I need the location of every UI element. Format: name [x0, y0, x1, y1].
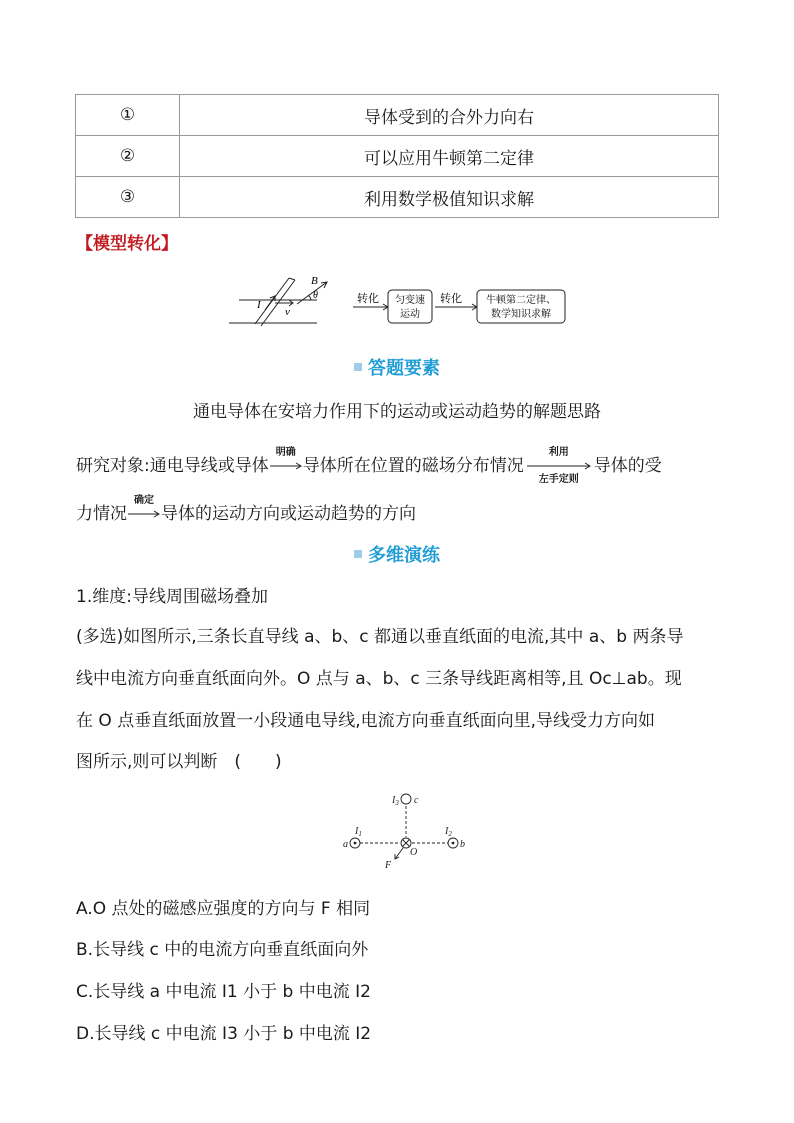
question-line: 线中电流方向垂直纸面向外。O 点与 a、b、c 三条导线距离相等,且 Oc⊥ab。现	[76, 669, 682, 689]
label-v: v	[285, 306, 290, 318]
arrow-clarify	[269, 447, 303, 478]
flow-text: 导体所在位置的磁场分布情况	[302, 456, 524, 476]
question-line: (多选)如图所示,三条长直导线 a、b、c 都通以垂直纸面的电流,其中 a、b 两条导	[76, 627, 684, 647]
arrow1-label: 转化	[357, 292, 379, 305]
section-heading-practice: 多维演练	[354, 541, 440, 567]
row-number: ②	[76, 136, 180, 177]
row-text: 可以应用牛顿第二定律	[180, 136, 719, 177]
option-d: D.长导线 c 中电流 I3 小于 b 中电流 I2	[76, 1024, 372, 1044]
table-row	[76, 136, 719, 177]
label-theta: θ	[313, 290, 318, 301]
label-b: b	[460, 839, 465, 850]
subtitle: 通电导体在安培力作用下的运动或运动趋势的解题思路	[193, 402, 601, 422]
flow-line-1	[76, 447, 662, 485]
square-icon	[354, 363, 362, 371]
arrow-left-hand-rule	[526, 447, 592, 485]
flow-text: 力情况	[76, 504, 127, 524]
label-i1: $I_1$	[355, 826, 362, 838]
label-b: B	[311, 275, 318, 287]
label-i2: $I_2$	[445, 826, 452, 838]
box2-line1: 牛顿第二定律、	[486, 295, 556, 306]
flow-text: 研究对象:通电导线或导体	[76, 456, 269, 476]
model-diagram	[225, 270, 575, 332]
row-number: ①	[76, 95, 180, 136]
square-icon	[354, 550, 362, 558]
box1-line1: 匀变速	[395, 295, 425, 306]
flow-text: 导体的受	[593, 456, 662, 476]
question-line: 图所示,则可以判断 ( )	[76, 752, 282, 772]
arrow-label: 明确	[275, 447, 296, 458]
arrow-label-bottom: 左手定则	[538, 474, 579, 485]
option-b: B.长导线 c 中的电流方向垂直纸面向外	[76, 940, 369, 960]
option-c: C.长导线 a 中电流 I1 小于 b 中电流 I2	[76, 982, 371, 1002]
wire-c	[401, 794, 411, 804]
row-text: 利用数学极值知识求解	[180, 177, 719, 218]
arrow-label-top: 利用	[548, 447, 569, 458]
box1-line2: 运动	[400, 309, 420, 320]
arrow-label: 确定	[134, 495, 154, 506]
flow-text: 导体的运动方向或运动趋势的方向	[161, 504, 416, 524]
question-title: 1.维度:导线周围磁场叠加	[76, 587, 268, 607]
label-a: a	[343, 839, 348, 850]
label-i3: $I_3$	[392, 795, 399, 807]
label-o: O	[410, 847, 418, 858]
wire-figure	[335, 785, 475, 875]
row-text: 导体受到的合外力向右	[180, 95, 719, 136]
question-line: 在 O 点垂直纸面放置一小段通电导线,电流方向垂直纸面向里,导线受力方向如	[76, 711, 655, 731]
label-i: I	[257, 299, 261, 311]
box2-line2: 数学知识求解	[491, 309, 551, 320]
analysis-table	[75, 94, 719, 218]
row-number: ③	[76, 177, 180, 218]
section-heading-answer-elements: 答题要素	[354, 354, 440, 380]
arrow-determine	[127, 495, 161, 526]
flow-line-2	[76, 495, 416, 526]
table-row	[76, 177, 719, 218]
model-title: 【模型转化】	[76, 234, 178, 254]
table-row	[76, 95, 719, 136]
arrow2-label: 转化	[440, 292, 462, 305]
option-a: A.O 点处的磁感应强度的方向与 F 相同	[76, 899, 371, 919]
label-c: c	[414, 795, 419, 806]
label-f: F	[385, 860, 392, 871]
